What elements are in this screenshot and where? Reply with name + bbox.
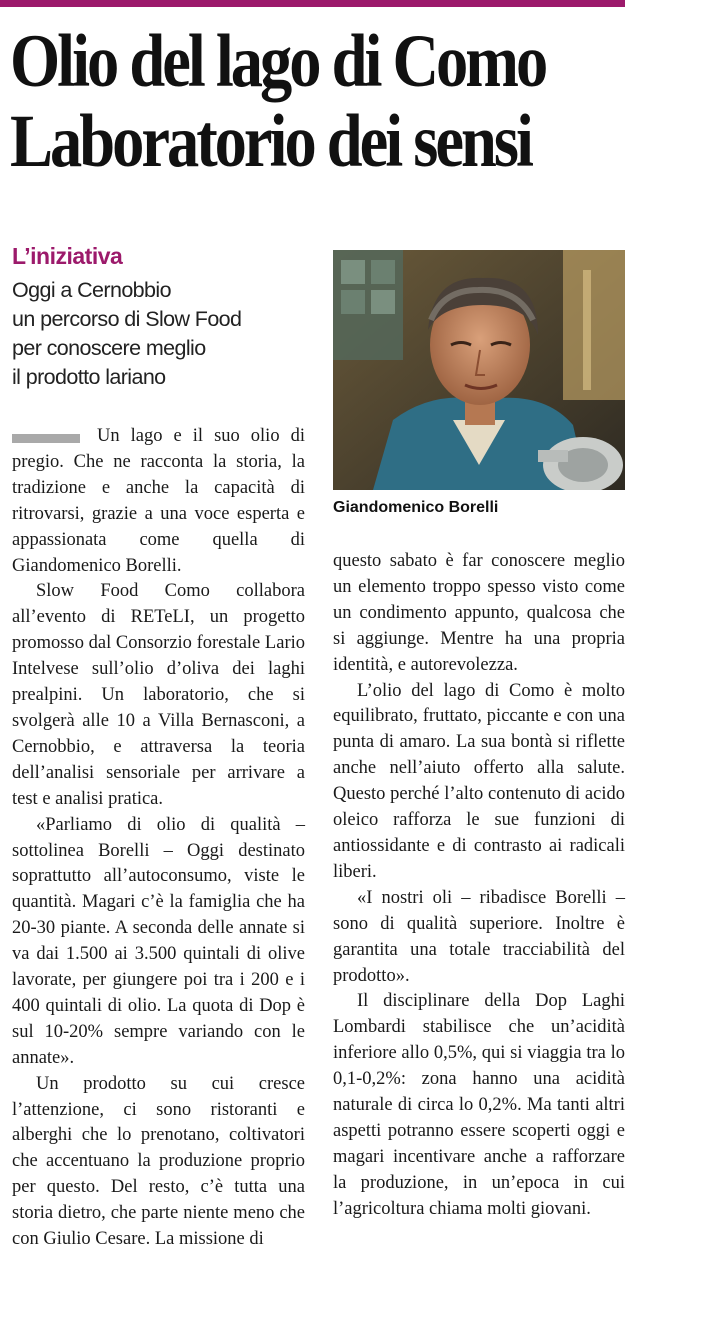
paragraph: Slow Food Como collabora all’evento di RETeLI, un progetto promosso dal Consorzio forestale Lario Intelvese sull’olio d’oliva dei laghi prealpini. Un laboratorio, che si svolgerà alle 10 a Villa Bernasconi, a Cernobbio, e attraversa la teoria dell’analisi sensoriale per arrivare a test e analisi pratica.: [12, 581, 305, 809]
subhead-line-2: un percorso di Slow Food: [12, 307, 242, 331]
section-top-bar: [0, 0, 625, 7]
subhead: [12, 276, 312, 392]
headline-line-1: Olio del lago di Como: [10, 20, 546, 103]
portrait-illustration: [333, 250, 625, 490]
article-column-right: [333, 549, 625, 1223]
subhead-line-1: Oggi a Cernobbio: [12, 278, 171, 302]
portrait-photo: [333, 250, 625, 490]
paragraph: Un prodotto su cui cresce l’attenzione, ci sono ristoranti e alberghi che lo prenotano, coltivatori che accentuano la produzione proprio per questo. Del resto, c’è tutta una storia dietro, che parte niente meno che con Giulio Cesare. La missione di: [12, 1073, 305, 1250]
paragraph: L’olio del lago di Como è molto equilibrato, fruttato, piccante e con una punta di amaro. La sua bontà si riflette anche nell’aiuto offerto alla salute. Questo perché l’alto contenuto di acido oleico rafforza le sue funzioni di antiossidante e di contrasto ai radicali liberi.: [333, 680, 625, 882]
article-column-left: [12, 424, 305, 1253]
subhead-line-4: il prodotto lariano: [12, 365, 166, 389]
paragraph: Il disciplinare della Dop Laghi Lombardi stabilisce che un’acidità inferiore allo 0,5%, qui si viaggia tra lo 0,1-0,2%: zona hanno una acidità naturale di circa lo 0,2%. Ma tanti altri aspetti potranno essere scoperti oggi e magari incentivare anche a rafforzare la produzione, in un’epoca in cui l’agricoltura chiama molti giovani.: [333, 991, 625, 1219]
paragraph: «I nostri oli – ribadisce Borelli – sono di qualità superiore. Inoltre è garantita una totale tracciabilità del prodotto».: [333, 887, 625, 986]
paragraph: «Parliamo di olio di qualità – sottolinea Borelli – Oggi destinato soprattutto all’autoconsumo, viste le quantità. Magari c’è la famiglia che ha 20-30 piante. A seconda delle annate si va dai 1.500 ai 3.500 quintali di olive lavorate, per giungere poi tra i 200 e i 400 quintali di olio. La quota di Dop è sul 10-20% sempre variando con le annate».: [12, 814, 305, 1068]
lead-rule: [12, 434, 80, 443]
paragraph-text: Un lago e il suo olio di pregio. Che ne racconta la storia, la tradizione e anche la capacità di ritrovarsi, grazie a una voce esperta e appassionata come quella di Giandomenico Borelli.: [12, 426, 305, 576]
paragraph: [12, 424, 305, 579]
headline: [10, 22, 560, 182]
subhead-line-3: per conoscere meglio: [12, 336, 206, 360]
paragraph: questo sabato è far conoscere meglio un elemento troppo spesso visto come un condimento appunto, qualcosa che si aggiunge. Mentre ha una propria identità, e autorevolezza.: [333, 551, 625, 675]
kicker: L’iniziativa: [12, 243, 123, 269]
photo-caption: Giandomenico Borelli: [333, 499, 499, 516]
headline-line-2: Laboratorio dei sensi: [10, 100, 531, 183]
